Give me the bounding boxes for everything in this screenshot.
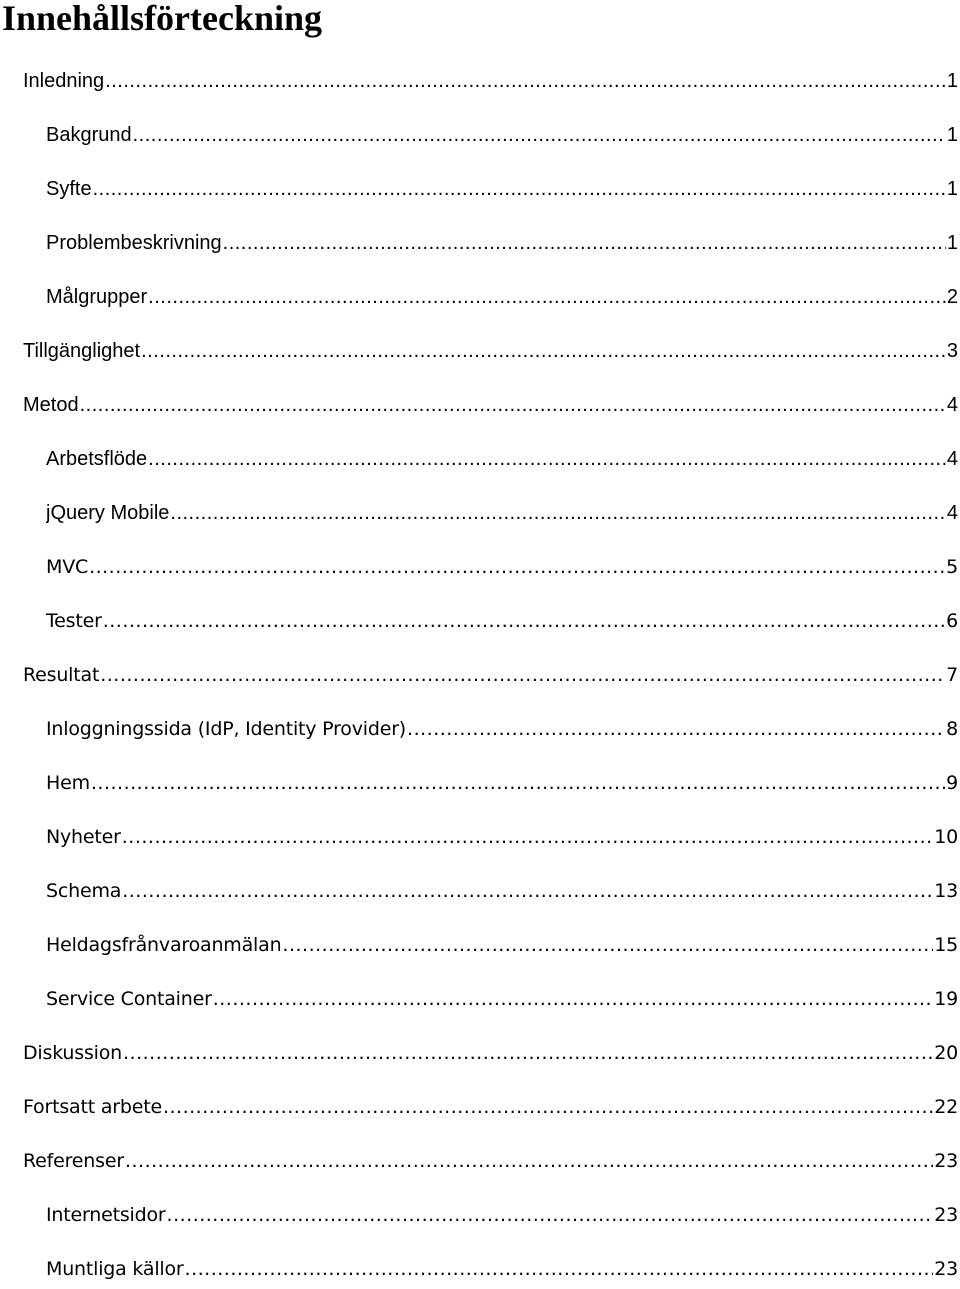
toc-dot-leader [122, 871, 933, 911]
toc-entry-schema[interactable] [46, 871, 958, 911]
toc-entry-tester[interactable] [46, 601, 958, 641]
toc-entry-fortsatt-arbete[interactable] [23, 1087, 958, 1127]
toc-entry-tillganglighet[interactable] [23, 331, 958, 371]
toc-dot-leader [125, 1141, 933, 1181]
toc-entry-nyheter[interactable] [46, 817, 958, 857]
toc-page-number: 15 [934, 934, 958, 956]
toc-dot-leader [185, 1249, 934, 1289]
toc-entry-label: Internetsidor [46, 1204, 166, 1226]
toc-entry-problembeskrivning[interactable] [46, 223, 958, 263]
toc-dot-leader [223, 223, 946, 263]
toc-page-number: 4 [946, 448, 958, 470]
toc-page-number: 5 [946, 556, 958, 578]
toc-entry-mvc[interactable] [46, 547, 958, 587]
toc-page-number: 2 [946, 286, 958, 308]
toc-entry-jquery-mobile[interactable] [46, 493, 958, 533]
toc-dot-leader [80, 385, 946, 425]
toc-dot-leader [213, 979, 934, 1019]
toc-entry-malgrupper[interactable] [46, 277, 958, 317]
toc-entry-label: Problembeskrivning [46, 232, 222, 254]
toc-entry-label: Målgrupper [46, 286, 148, 308]
toc-page-number: 1 [946, 232, 958, 254]
toc-dot-leader [100, 655, 945, 695]
toc-dot-leader [163, 1087, 933, 1127]
toc-dot-leader [105, 61, 946, 101]
toc-entry-hem[interactable] [46, 763, 958, 803]
toc-dot-leader [122, 817, 933, 857]
toc-entry-diskussion[interactable] [23, 1033, 958, 1073]
toc-page-number: 9 [946, 772, 958, 794]
toc-dot-leader [91, 763, 945, 803]
toc-page-number: 20 [934, 1042, 958, 1064]
toc-page-number: 23 [934, 1150, 958, 1172]
toc-entry-internetsidor[interactable] [46, 1195, 958, 1235]
toc-entry-label: Referenser [23, 1150, 124, 1172]
toc-dot-leader [407, 709, 945, 749]
toc-entry-label: Metod [23, 394, 79, 416]
toc-entry-label: MVC [46, 556, 89, 578]
toc-page-number: 3 [946, 340, 958, 362]
toc-entry-referenser[interactable] [23, 1141, 958, 1181]
toc-entry-label: Heldagsfrånvaroanmälan [46, 934, 282, 956]
toc-dot-leader [89, 547, 945, 587]
toc-entry-label: Muntliga källor [46, 1258, 184, 1280]
toc-page-number: 6 [946, 610, 958, 632]
toc-entry-inledning[interactable] [23, 61, 958, 101]
toc-entry-label: Inledning [23, 70, 105, 92]
toc-dot-leader [170, 493, 945, 533]
toc-dot-leader [148, 439, 946, 479]
toc-dot-leader [123, 1033, 933, 1073]
toc-page-number: 4 [946, 394, 958, 416]
toc-entry-inloggningssida[interactable] [46, 709, 958, 749]
toc-page-number: 8 [946, 718, 958, 740]
toc-entry-label: jQuery Mobile [46, 502, 170, 524]
toc-page-number: 13 [934, 880, 958, 902]
toc-page-number: 23 [934, 1204, 958, 1226]
toc-entry-bakgrund[interactable] [46, 115, 958, 155]
toc-entry-label: Hem [46, 772, 90, 794]
toc-page-number: 19 [934, 988, 958, 1010]
toc-entry-label: Nyheter [46, 826, 121, 848]
toc-dot-leader [282, 925, 933, 965]
toc-entry-label: Tillgänglighet [23, 340, 141, 362]
toc-entry-syfte[interactable] [46, 169, 958, 209]
toc-page-number: 1 [946, 70, 958, 92]
toc-entry-label: Diskussion [23, 1042, 123, 1064]
toc-entry-arbetsflode[interactable] [46, 439, 958, 479]
toc-entry-muntliga-kallor[interactable] [46, 1249, 958, 1289]
toc-dot-leader [93, 169, 946, 209]
toc-entry-metod[interactable] [23, 385, 958, 425]
toc-page-number: 7 [946, 664, 958, 686]
toc-dot-leader [141, 331, 946, 371]
toc-page-number: 4 [946, 502, 958, 524]
toc-entry-resultat[interactable] [23, 655, 958, 695]
page-title: Innehållsförteckning [2, 0, 323, 38]
toc-entry-label: Bakgrund [46, 124, 132, 146]
toc-entry-heldagsfranvaroanmalan[interactable] [46, 925, 958, 965]
toc-page-number: 23 [934, 1258, 958, 1280]
toc-entry-label: Syfte [46, 178, 92, 200]
toc-entry-label: Tester [46, 610, 102, 632]
toc-page-number: 1 [946, 124, 958, 146]
toc-entry-label: Service Container [46, 988, 212, 1010]
toc-entry-label: Inloggningssida (IdP, Identity Provider) [46, 718, 407, 740]
toc-dot-leader [133, 115, 946, 155]
toc-page-number: 22 [934, 1096, 958, 1118]
toc-page-number: 10 [934, 826, 958, 848]
toc-entry-label: Arbetsflöde [46, 448, 148, 470]
toc-entry-label: Resultat [23, 664, 100, 686]
toc-page-number: 1 [946, 178, 958, 200]
toc-dot-leader [103, 601, 945, 641]
toc-dot-leader [167, 1195, 934, 1235]
toc-entry-label: Schema [46, 880, 122, 902]
toc-entry-label: Fortsatt arbete [23, 1096, 162, 1118]
toc-entry-service-container[interactable] [46, 979, 958, 1019]
toc-dot-leader [148, 277, 946, 317]
